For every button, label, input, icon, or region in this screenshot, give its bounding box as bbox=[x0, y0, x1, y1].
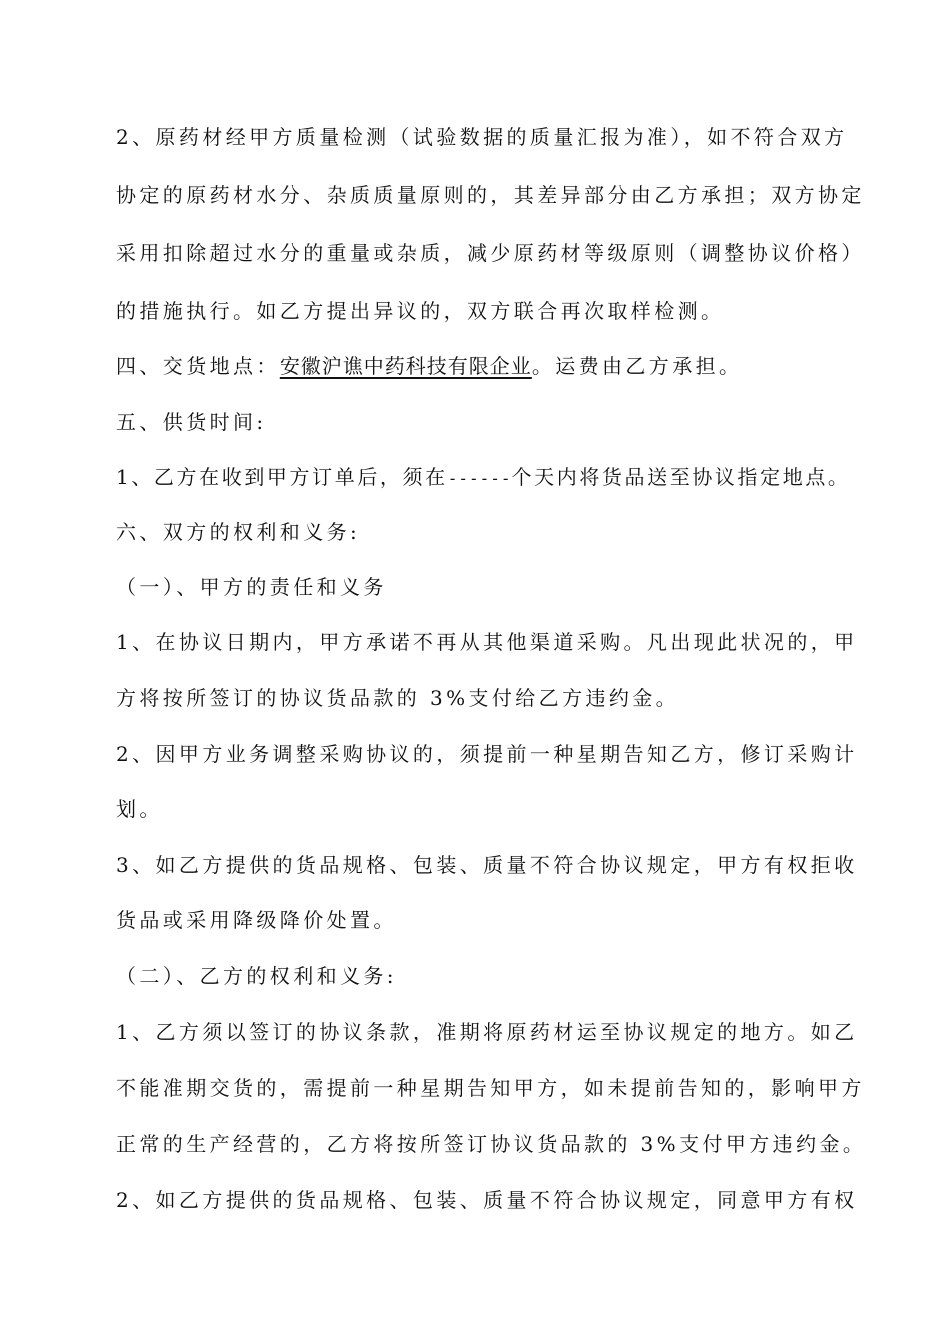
paragraph-line: 划。 bbox=[116, 797, 163, 821]
paragraph-line: 2、原药材经甲方质量检测（试验数据的质量汇报为准），如不符合双方 bbox=[116, 125, 848, 149]
paragraph-line: 正常的生产经营的，乙方将按所签订协议货品款的 3%支付甲方违约金。 bbox=[116, 1132, 867, 1156]
supply-time-line bbox=[116, 463, 851, 493]
delivery-location-line bbox=[116, 352, 742, 380]
paragraph-line: 采用扣除超过水分的重量或杂质，减少原药材等级原则（调整协议价格） bbox=[116, 241, 865, 265]
paragraph-line: 协定的原药材水分、杂质质量原则的，其差异部分由乙方承担；双方协定 bbox=[116, 183, 865, 207]
delivery-label: 四、交货地点： bbox=[116, 354, 280, 378]
paragraph-line: 的措施执行。如乙方提出异议的，双方联合再次取样检测。 bbox=[116, 299, 725, 323]
subsection-heading: （一）、甲方的责任和义务 bbox=[116, 575, 387, 599]
supply-time-suffix: 个天内将货品送至协议指定地点。 bbox=[511, 465, 851, 489]
supply-time-prefix: 1、乙方在收到甲方订单后，须在 bbox=[116, 465, 448, 489]
section-heading: 五、供货时间: bbox=[116, 410, 267, 434]
supply-days-blank: ------ bbox=[447, 469, 512, 488]
paragraph-line: 方将按所签订的协议货品款的 3%支付给乙方违约金。 bbox=[116, 686, 680, 710]
paragraph-line: 不能准期交货的，需提前一种星期告知甲方，如未提前告知的，影响甲方 bbox=[116, 1076, 865, 1100]
paragraph-line: 2、如乙方提供的货品规格、包装、质量不符合协议规定，同意甲方有权 bbox=[116, 1188, 858, 1212]
paragraph-line: 3、如乙方提供的货品规格、包装、质量不符合协议规定，甲方有权拒收 bbox=[116, 853, 858, 877]
paragraph-line: 2、因甲方业务调整采购协议的，须提前一种星期告知乙方，修订采购计 bbox=[116, 742, 858, 766]
delivery-place: 安徽沪谯中药科技有限企业 bbox=[279, 354, 532, 378]
paragraph-line: 货品或采用降级降价处置。 bbox=[116, 908, 397, 932]
delivery-suffix: 。运费由乙方承担。 bbox=[531, 354, 743, 378]
paragraph-line: 1、在协议日期内，甲方承诺不再从其他渠道采购。凡出现此状况的，甲 bbox=[116, 630, 858, 654]
paragraph-line: 1、乙方须以签订的协议条款，准期将原药材运至协议规定的地方。如乙 bbox=[116, 1020, 858, 1044]
section-heading: 六、双方的权利和义务: bbox=[116, 520, 361, 544]
subsection-heading: （二）、乙方的权利和义务: bbox=[116, 964, 397, 988]
